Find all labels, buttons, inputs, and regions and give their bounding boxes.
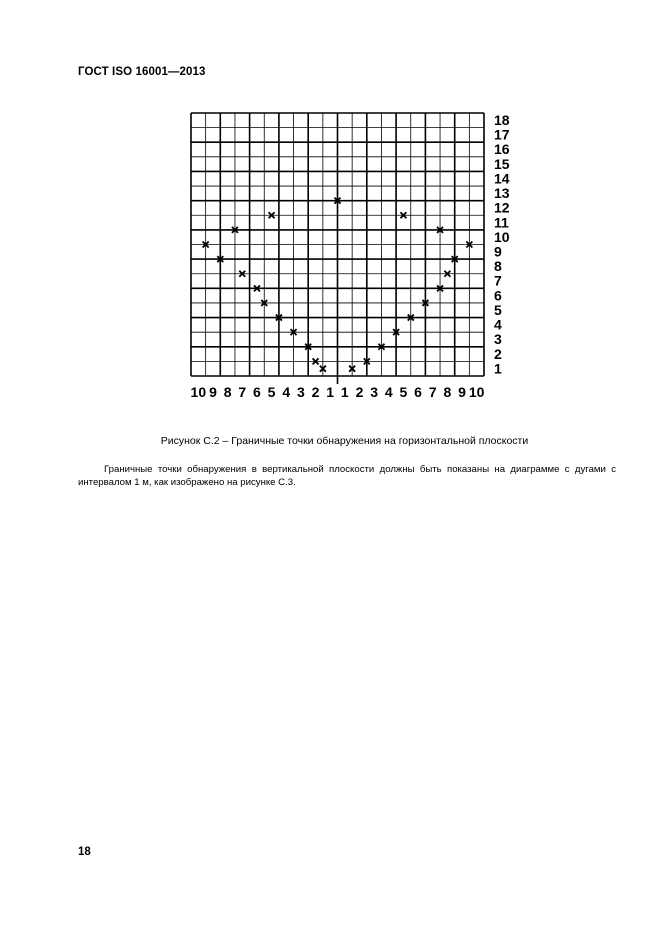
x-tick-label-left: 6 [253,384,261,400]
y-tick-label: 6 [494,287,502,304]
y-tick-label: 8 [494,258,502,275]
x-tick-label-right: 2 [355,384,364,400]
x-tick-label-right: 8 [443,384,452,400]
x-tick-label-left: 10 [190,384,207,400]
x-tick-label-right: 9 [458,384,466,400]
y-tick-label: 18 [494,112,510,129]
y-tick-label: 5 [494,301,502,318]
y-tick-label: 2 [494,345,502,362]
y-tick-label: 13 [494,185,510,202]
y-tick-label: 11 [494,214,509,231]
page-number: 18 [78,846,91,858]
y-tick-label: 1 [494,360,502,377]
figure-caption: Рисунок С.2 – Граничные точки обнаружения на горизонтальной плоскости [160,435,529,447]
x-tick-label-left: 2 [311,384,320,400]
x-tick-label-right: 6 [414,384,422,400]
x-tick-label-left: 8 [223,384,232,400]
x-tick-label-left: 9 [209,384,217,400]
y-axis-labels [494,112,510,376]
x-tick-label-right: 10 [468,384,485,400]
y-tick-label: 14 [494,170,510,187]
x-tick-label-left: 7 [238,384,247,400]
x-axis-labels [191,384,485,400]
x-tick-label-left: 1 [326,384,335,400]
x-tick-label-right: 3 [370,384,379,400]
y-tick-label: 12 [494,199,510,216]
y-tick-label: 4 [494,316,502,333]
x-tick-label-left: 3 [296,384,305,400]
body-paragraph: Граничные точки обнаружения в вертикальной плоскости должны быть показаны на диаграмме с дугами с интервалом 1 м, как изображено на рисунке С.3. [78,464,616,488]
y-tick-label: 15 [494,155,510,172]
x-tick-label-right: 1 [340,384,349,400]
y-tick-label: 7 [494,272,502,289]
x-tick-label-right: 5 [399,384,408,400]
x-tick-label-right: 7 [428,384,437,400]
x-tick-label-right: 4 [384,384,393,400]
y-tick-label: 17 [494,126,510,143]
y-tick-label: 3 [494,331,502,348]
y-tick-label: 10 [494,228,510,245]
x-tick-label-left: 4 [282,384,291,400]
y-tick-label: 16 [494,141,510,158]
detection-grid-figure [0,0,661,420]
standard-header: ГОСТ ISO 16001—2013 [78,66,206,78]
x-tick-label-left: 5 [267,384,276,400]
y-tick-label: 9 [494,243,502,260]
